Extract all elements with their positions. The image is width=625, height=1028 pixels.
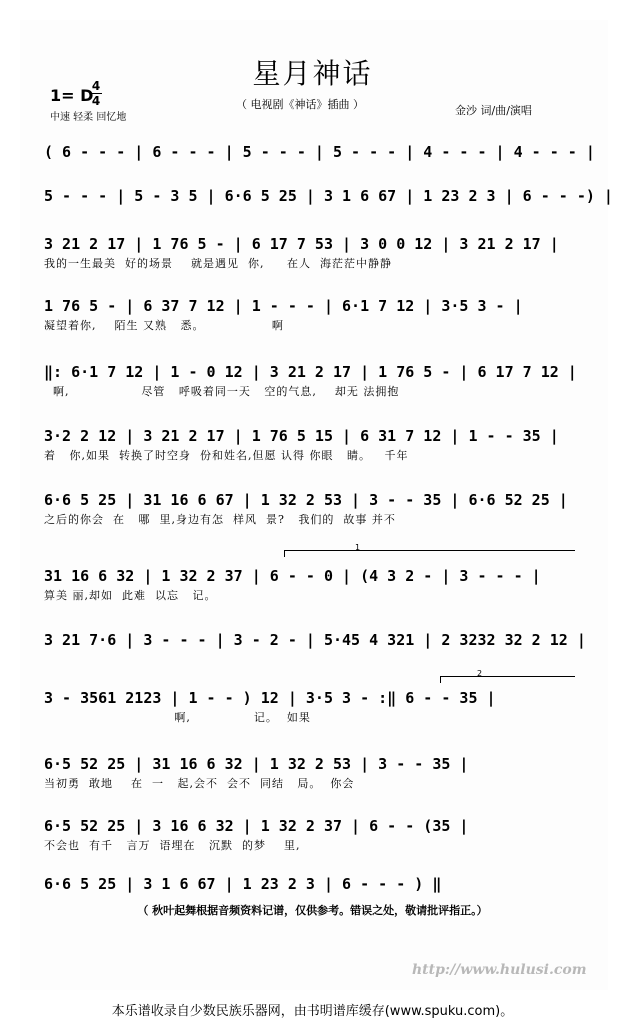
notation-line: 6·5 52 25 | 31 16 6 32 | 1 32 2 53 | 3 - - 35 | (44, 755, 469, 773)
lyrics-line: 着 你,如果 转换了时空身 份和姓名,但愿 认得 你眼 睛。 千年 (44, 449, 409, 462)
time-signature (90, 80, 102, 107)
notation-line: 6·5 52 25 | 3 16 6 32 | 1 32 2 37 | 6 - - (35 | (44, 817, 469, 835)
score-row-13 (44, 872, 584, 896)
key-signature: 1= D (50, 86, 94, 105)
notation-line: 3 21 7·6 | 3 - - - | 3 - 2 - | 5·45 4 321 | 2 3232 32 2 12 | (44, 631, 586, 649)
score-row-2 (44, 184, 613, 224)
lyrics-line (44, 208, 584, 224)
score-row-6 (44, 424, 584, 464)
lyrics-line: 啊, 尽管 呼吸着同一天 空的气息, 却无 法拥抱 (44, 385, 400, 398)
score-row-8 (44, 564, 584, 604)
score-row-10 (44, 686, 584, 726)
score-row-11 (44, 752, 584, 792)
notation-line: 3 - 3561 2123 | 1 - - ) 12 | 3·5 3 - :‖ 6 - - 35 | (44, 689, 496, 707)
tempo-marking: 中速 轻柔 回忆地 (50, 112, 127, 123)
notation-line: ( 6 - - - | 6 - - - | 5 - - - | 5 - - - | 4 - - - | 4 - - - | (44, 143, 595, 161)
notation-line: 3·2 2 12 | 3 21 2 17 | 1 76 5 15 | 6 31 7 12 | 1 - - 35 | (44, 427, 559, 445)
lyrics-line: 我的一生最美 好的场景 就是遇见 你, 在人 海茫茫中静静 (44, 257, 392, 270)
notation-line: 3 21 2 17 | 1 76 5 - | 6 17 7 53 | 3 0 0 12 | 3 21 2 17 | (44, 235, 559, 253)
notation-line: ‖: 6·1 7 12 | 1 - 0 12 | 3 21 2 17 | 1 76 5 - | 6 17 7 12 | (44, 363, 577, 381)
lyrics-line: 之后的你会 在 哪 里,身边有怎 样风 景? 我们的 故事 并不 (44, 513, 396, 526)
score-row-7 (44, 488, 584, 528)
notation-line: 6·6 5 25 | 31 16 6 67 | 1 32 2 53 | 3 - - 35 | 6·6 52 25 | (44, 491, 568, 509)
lyrics-line: 不会也 有千 言万 语埋在 沉默 的梦 里, (44, 839, 301, 852)
time-signature-top: 4 (91, 79, 101, 93)
song-title: 星月神话 (252, 57, 373, 90)
site-watermark: http://www.hulusi.com (412, 962, 587, 978)
lyrics-line (44, 164, 584, 180)
notation-line: 1 76 5 - | 6 37 7 12 | 1 - - - | 6·1 7 12 | 3·5 3 - | (44, 297, 523, 315)
lyrics-line: 算美 丽,却如 此难 以忘 记。 (44, 589, 217, 602)
notation-line: 5 - - - | 5 - 3 5 | 6·6 5 25 | 3 1 6 67 | 1 23 2 3 | 6 - - -) | (44, 187, 613, 205)
lyrics-line: 啊, 记。 如果 (44, 711, 311, 724)
volta-bracket-2 (440, 669, 575, 683)
notation-line: 31 16 6 32 | 1 32 2 37 | 6 - - 0 | (4 3 2 - | 3 - - - | (44, 567, 541, 585)
score-row-3 (44, 232, 584, 272)
time-signature-bottom: 4 (91, 94, 101, 108)
song-subtitle: （ 电视剧《神话》插曲 ） (236, 98, 364, 111)
lyrics-line: 凝望着你, 陌生 又熟 悉。 啊 (44, 319, 284, 332)
notation-line: 6·6 5 25 | 3 1 6 67 | 1 23 2 3 | 6 - - - ) ‖ (44, 875, 442, 893)
transcriber-footnote: （ 秋叶起舞根据音频资料记谱，仅供参考。错误之处，敬请批评指正。） (137, 904, 488, 917)
volta-1-label: 1 (355, 543, 361, 552)
author-credit: 金沙 词/曲/演唱 (455, 104, 532, 117)
score-row-9 (44, 628, 584, 668)
volta-2-label: 2 (477, 669, 483, 678)
score-row-12 (44, 814, 584, 854)
score-row-4 (44, 294, 584, 334)
score-row-1 (44, 140, 595, 180)
lyrics-line (44, 652, 584, 668)
source-credit: 本乐谱收录自少数民族乐器网，由书明谱库缓存(www.spuku.com)。 (111, 1004, 514, 1019)
score-row-5 (44, 360, 584, 400)
volta-bracket-1 (284, 543, 575, 557)
lyrics-line: 当初勇 敢地 在 一 起,会不 会不 同结 局。 你会 (44, 777, 355, 790)
